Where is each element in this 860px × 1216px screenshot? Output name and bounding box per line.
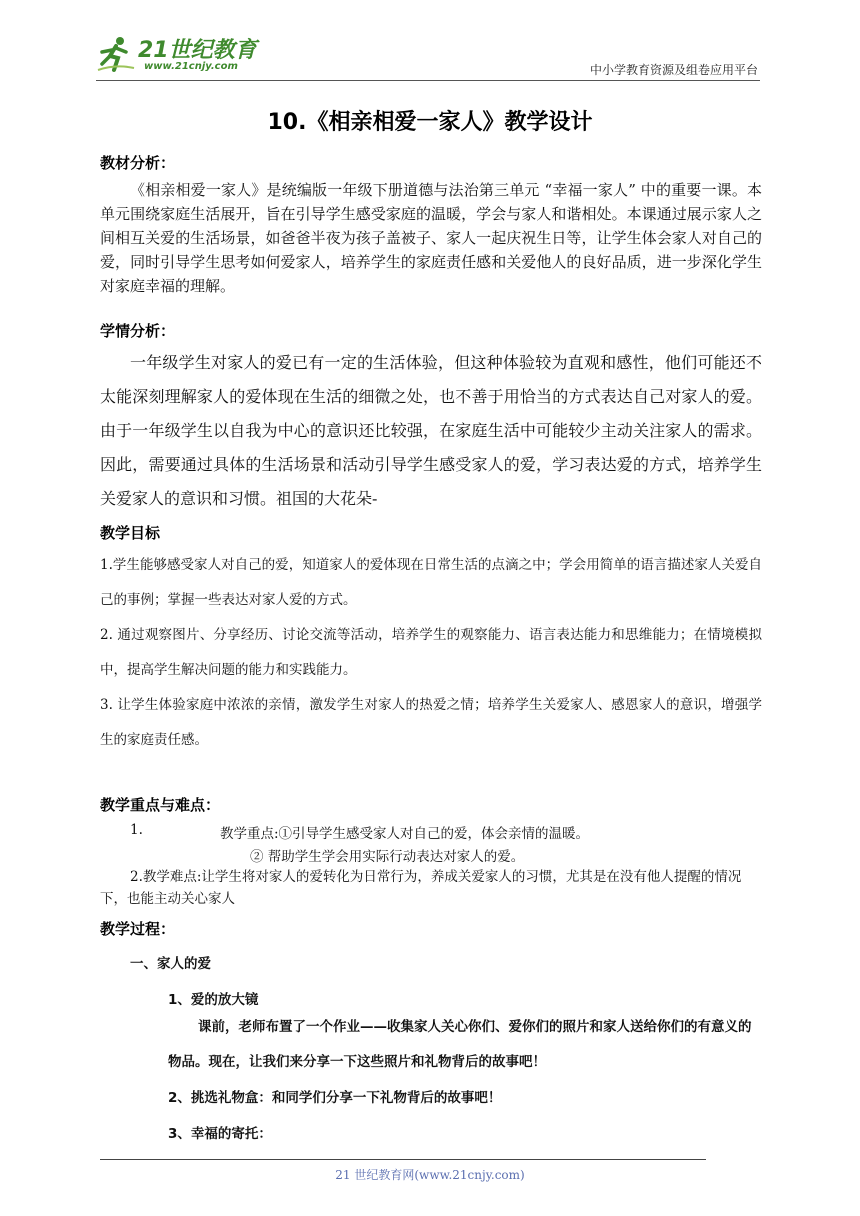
goal-item: 1.学生能够感受家人对自己的爱，知道家人的爱体现在日常生活的点滴之中；学会用简单的语言描述家人关爱自己的事例；掌握一些表达对家人爱的方式。 [100, 557, 762, 608]
page-header [96, 30, 760, 84]
process-item-2: 2、挑选礼物盒：和同学们分享一下礼物背后的故事吧！ [168, 1090, 502, 1106]
material-heading: 教材分析： [100, 154, 176, 172]
process-section-1: 一、家人的爱 [130, 956, 211, 972]
footer-divider [100, 1159, 706, 1160]
goals-heading: 教学目标 [100, 524, 161, 542]
site-logo[interactable] [96, 30, 266, 78]
logo-text: 21世纪教育 [138, 38, 257, 63]
learner-text: 一年级学生对家人的爱已有一定的生活体验，但这种体验较为直观和感性，他们可能还不太能深刻理解家人的爱体现在生活的细微之处，也不善于用恰当的方式表达自己对家人的爱。由于一年级学生以自我为中心的意识还比较强，在家庭生活中可能较少主动关注家人的需求。因此，需要通过具体的生活场景和活动引导学生感受家人的爱，学习表达爱的方式，培养学生关爱家人的意识和习惯。祖国的大花朵- [100, 353, 762, 508]
page-title: 10.《相亲相爱一家人》教学设计 [267, 110, 593, 135]
keypoints-heading: 教学重点与难点： [100, 796, 221, 814]
logo-url: www.21cnjy.com [144, 61, 238, 72]
goal-item: 3. 让学生体验家庭中浓浓的亲情，激发学生对家人的热爱之情；培养学生关爱家人、感恩家人的意识，增强学生的家庭责任感。 [100, 697, 762, 748]
process-heading: 教学过程： [100, 920, 176, 938]
process-item-1-text: 课前，老师布置了一个作业——收集家人关心你们、爱你们的照片和家人送给你们的有意义的物品。现在，让我们来分享一下这些照片和礼物背后的故事吧！ [168, 1019, 752, 1070]
material-text: 《相亲相爱一家人》是统编版一年级下册道德与法治第三单元 “幸福一家人” 中的重要一课。本单元围绕家庭生活展开，旨在引导学生感受家庭的温暖，学会与家人和谐相处。本课通过展示家人之间相互关爱的生活场景，如爸爸半夜为孩子盖被子、家人一起庆祝生日等，让学生体会家人对自己的爱，同时引导学生思考如何爱家人，培养学生的家庭责任感和关爱他人的良好品质，进一步深化学生对家庭幸福的理解。 [100, 181, 762, 295]
key-point-2: ② 帮助学生学会用实际行动表达对家人的爱。 [250, 849, 525, 865]
header-divider [96, 80, 760, 81]
platform-name: 中小学教育资源及组卷应用平台 [589, 63, 758, 77]
key-point-1: 教学重点:①引导学生感受家人对自己的爱，体会亲情的温暖。 [220, 826, 590, 842]
runner-logo-icon [96, 34, 136, 74]
learner-heading: 学情分析： [100, 322, 176, 340]
process-item-1: 1、爱的放大镜 [168, 992, 259, 1008]
difficulty-text: 2.教学难点:让学生将对家人的爱转化为日常行为，养成关爱家人的习惯，尤其是在没有他人提醒的情况下，也能主动关心家人 [100, 869, 742, 907]
process-item-3: 3、幸福的寄托： [168, 1126, 272, 1142]
keypoint-number: 1. [130, 822, 143, 838]
page-footer: 21 世纪教育网(www.21cnjy.com) [335, 1168, 525, 1182]
goal-item: 2. 通过观察图片、分享经历、讨论交流等活动，培养学生的观察能力、语言表达能力和思维能力；在情境模拟中，提高学生解决问题的能力和实践能力。 [100, 627, 762, 678]
